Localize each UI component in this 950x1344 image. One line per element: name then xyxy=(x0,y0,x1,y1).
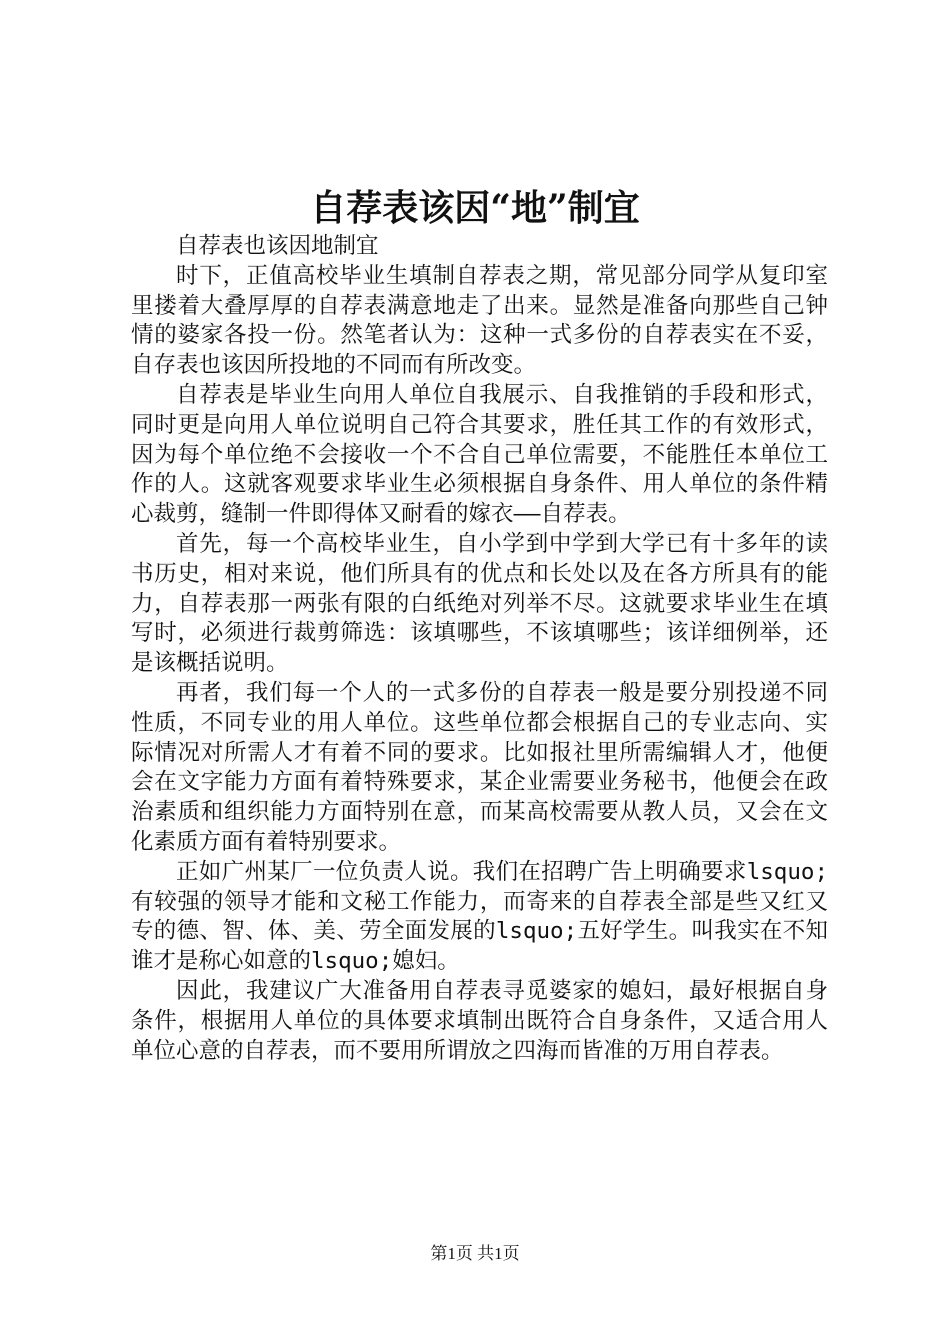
document-body xyxy=(131,232,828,1066)
paragraph-3: 首先，每一个高校毕业生，自小学到中学到大学已有十多年的读书历史，相对来说，他们所具有的优点和长处以及在各方所具有的能力，自荐表那一两张有限的白纸绝对列举不尽。这就要求毕业生在填写时，必须进行裁剪筛选：该填哪些，不该填哪些；该详细例举，还是该概括说明。 xyxy=(131,530,828,677)
paragraph-1: 时下，正值高校毕业生填制自荐表之期，常见部分同学从复印室里搂着大叠厚厚的自荐表满意地走了出来。显然是准备向那些自己钟情的婆家各投一份。然笔者认为：这种一式多份的自荐表实在不妥，自存表也该因所投地的不同而有所改变。 xyxy=(131,262,828,379)
paragraph-6: 因此，我建议广大准备用自荐表寻觅婆家的媳妇，最好根据自身条件，根据用人单位的具体要求填制出既符合自身条件，又适合用人单位心意的自荐表，而不要用所谓放之四海而皆准的万用自荐表。 xyxy=(131,977,828,1064)
paragraph-subtitle: 自荐表也该因地制宜 xyxy=(176,233,379,259)
page-footer: 第1页 共1页 xyxy=(430,1244,520,1263)
paragraph-2: 自荐表是毕业生向用人单位自我展示、自我推销的手段和形式，同时更是向用人单位说明自己符合其要求，胜任其工作的有效形式，因为每个单位绝不会接收一个不合自己单位需要，不能胜任本单位工作的人。这就客观要求毕业生必须根据自身条件、用人单位的条件精心裁剪，缝制一件即得体又耐看的嫁衣——自荐表。 xyxy=(131,381,828,528)
paragraph-4: 再者，我们每一个人的一式多份的自荐表一般是要分别投递不同性质，不同专业的用人单位。这些单位都会根据自己的专业志向、实际情况对所需人才有着不同的要求。比如报社里所需编辑人才，他便会在文字能力方面有着特殊要求，某企业需要业务秘书，他便会在政治素质和组织能力方面特别在意，而某高校需要从教人员，又会在文化素质方面有着特别要求。 xyxy=(131,679,828,855)
document-title: 自荐表该因“地”制宜 xyxy=(310,187,640,229)
paragraph-5: 正如广州某厂一位负责人说。我们在招聘广告上明确要求lsquo;有较强的领导才能和文秘工作能力，而寄来的自荐表全部是些又红又专的德、智、体、美、劳全面发展的lsquo;五好学生。叫我实在不知谁才是称心如意的lsquo;媳妇。 xyxy=(131,858,828,975)
